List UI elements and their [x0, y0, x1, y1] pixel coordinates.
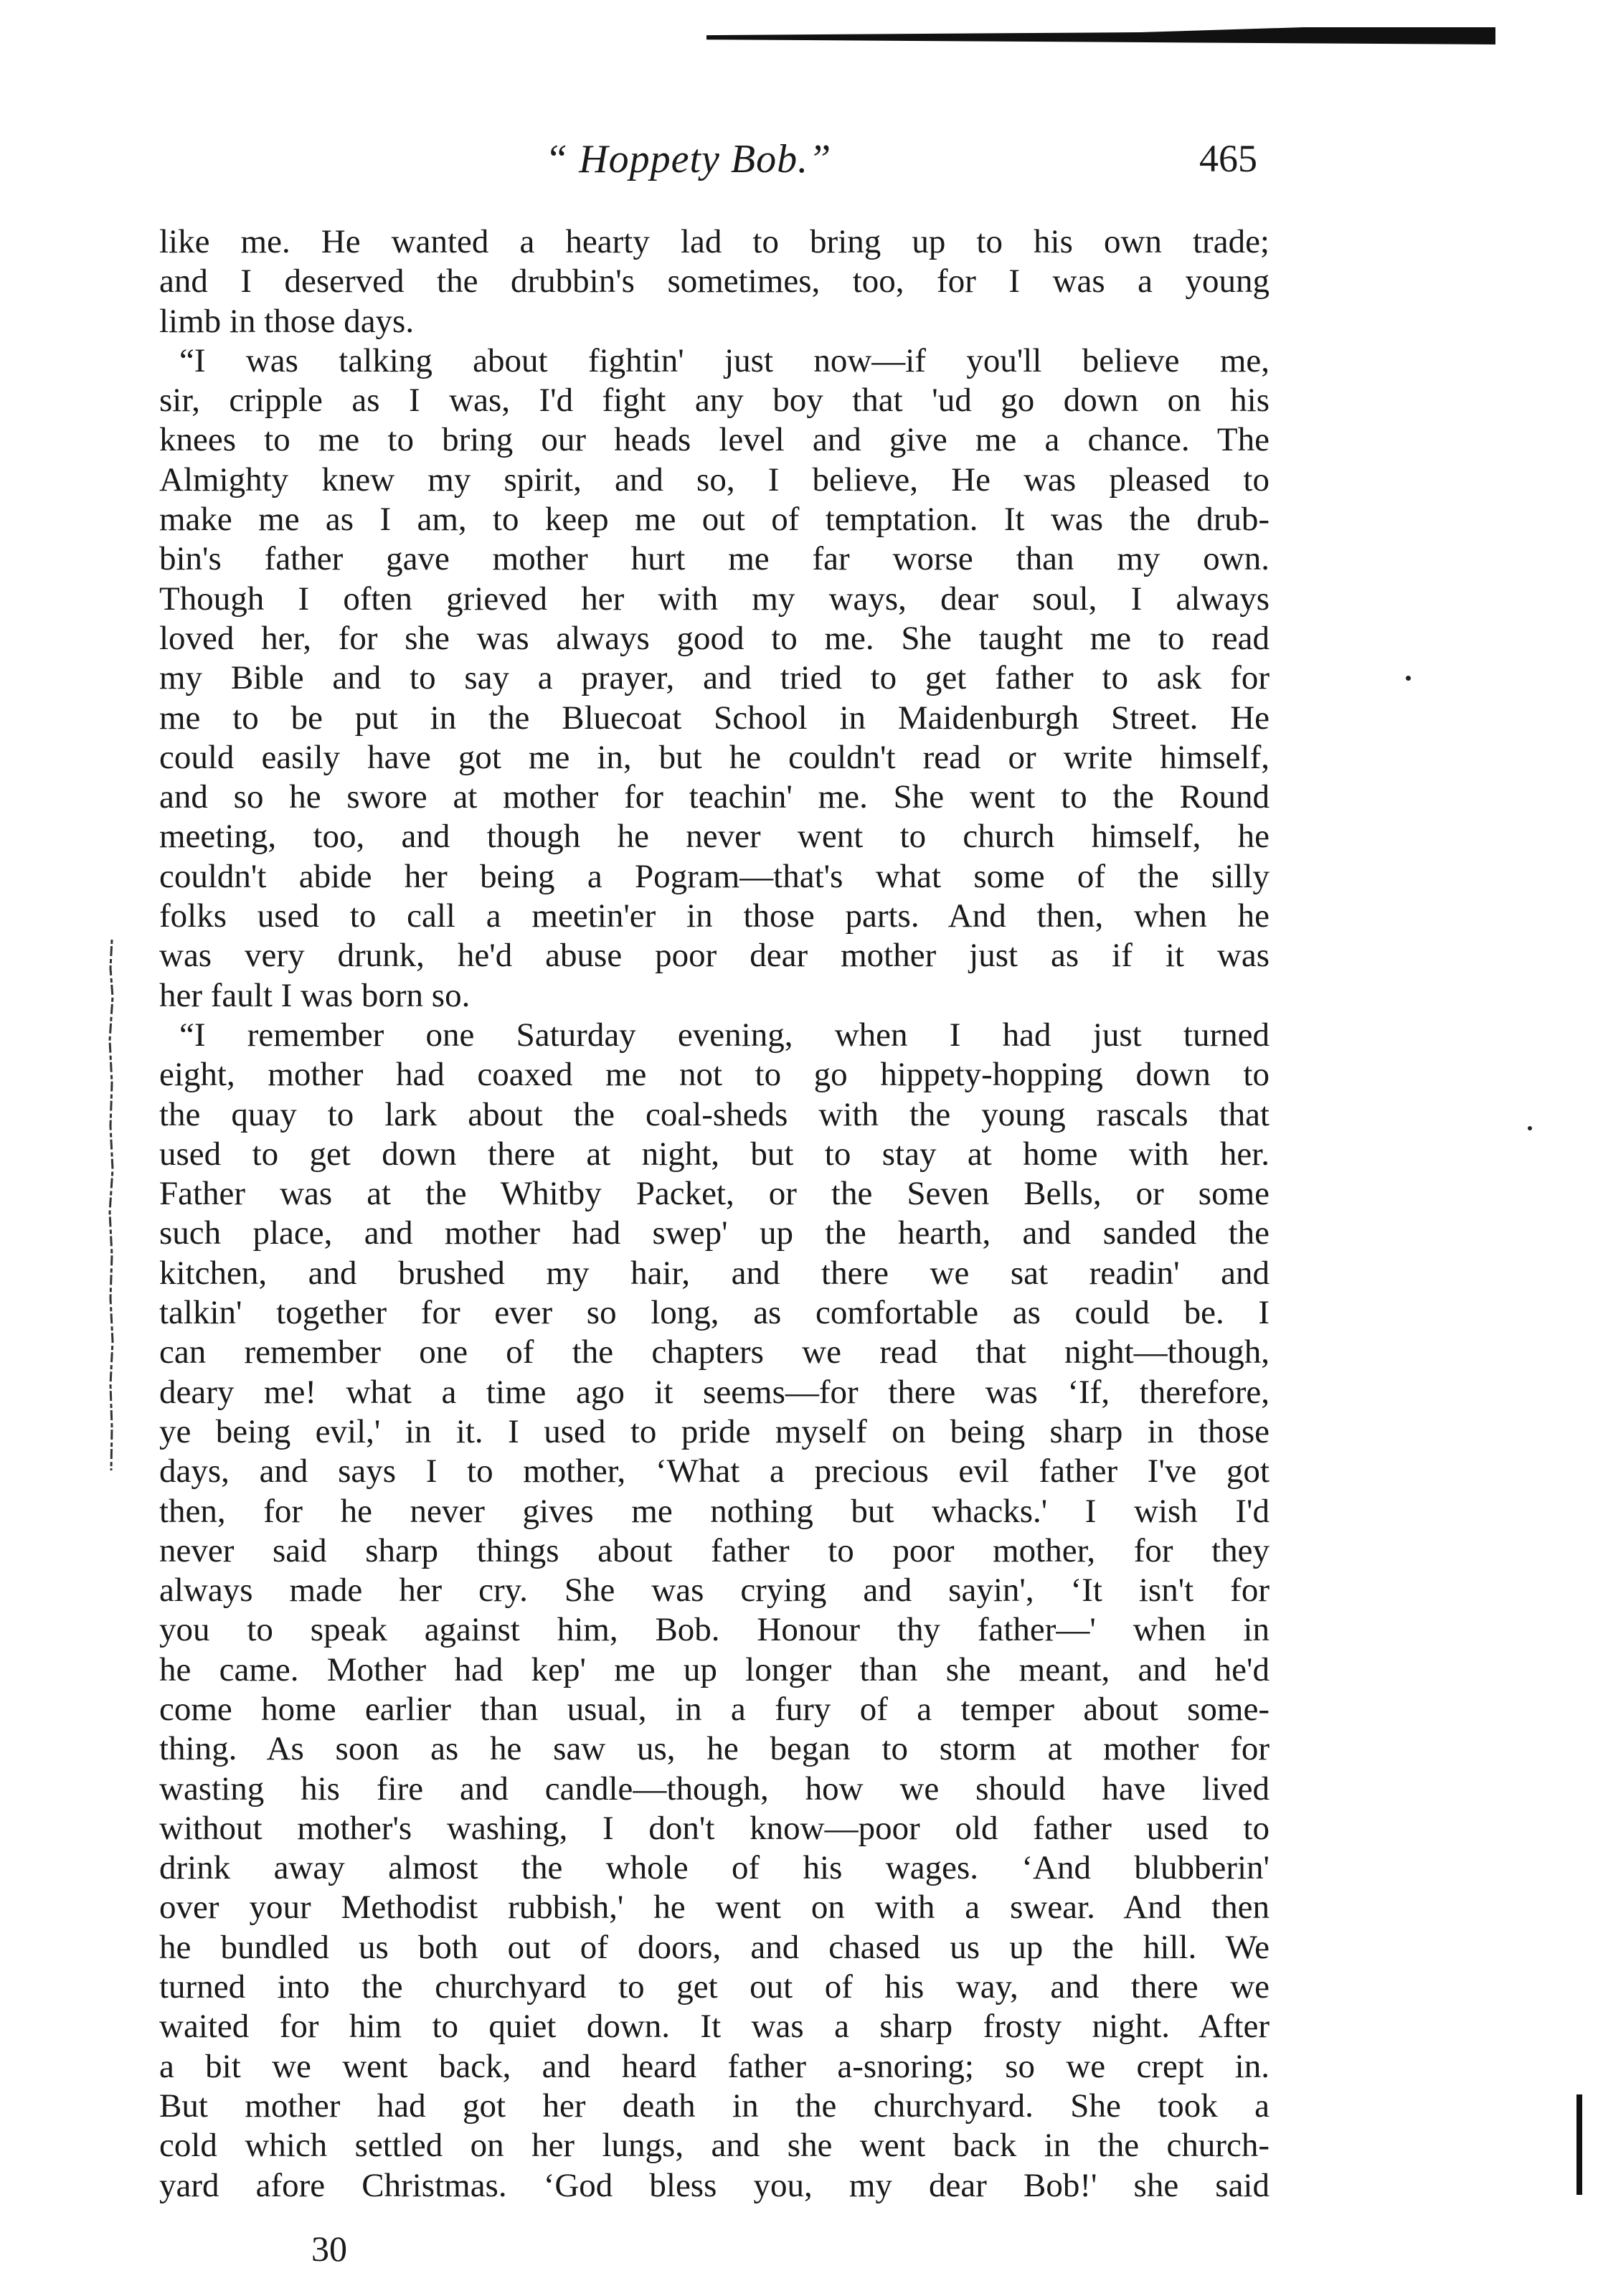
text-line: he bundled us both out of doors, and chased us up the hill. We [159, 1928, 1270, 1966]
text-line: the quay to lark about the coal-sheds with the young rascals that [159, 1095, 1270, 1133]
text-line: never said sharp things about father to poor mother, for they [159, 1531, 1270, 1569]
text-line: without mother's washing, I don't know—poor old father used to [159, 1809, 1270, 1847]
text-line: and so he swore at mother for teachin' me. She went to the Round [159, 778, 1270, 816]
text-line: thing. As soon as he saw us, he began to storm at mother for [159, 1730, 1270, 1768]
text-line: deary me! what a time ago it seems—for there was ‘If, therefore, [159, 1373, 1270, 1411]
text-line: turned into the churchyard to get out of his way, and there we [159, 1968, 1270, 2006]
page-number: 465 [1199, 137, 1257, 180]
body-text [159, 222, 1270, 2206]
text-line: loved her, for she was always good to me. She taught me to read [159, 619, 1270, 657]
ink-speck [1406, 676, 1411, 681]
text-line: could easily have got me in, but he couldn't read or write himself, [159, 738, 1270, 776]
text-line: cold which settled on her lungs, and she went back in the church- [159, 2127, 1270, 2165]
text-line: bin's father gave mother hurt me far worse than my own. [159, 540, 1270, 578]
signature-mark: 30 [311, 2229, 347, 2269]
page-header [0, 136, 1598, 186]
ink-speck [1528, 1126, 1532, 1130]
text-line: Though I often grieved her with my ways, dear soul, I always [159, 580, 1270, 618]
text-line: Father was at the Whitby Packet, or the Seven Bells, or some [159, 1175, 1270, 1213]
text-line: then, for he never gives me nothing but whacks.' I wish I'd [159, 1492, 1270, 1530]
text-line: meeting, too, and though he never went to church himself, he [159, 818, 1270, 856]
text-line: sir, cripple as I was, I'd fight any boy that 'ud go down on his [159, 382, 1270, 420]
text-line: always made her cry. She was crying and sayin', ‘It isn't for [159, 1572, 1270, 1610]
text-line: knees to me to bring our heads level and give me a chance. The [159, 421, 1270, 459]
text-line: me to be put in the Bluecoat School in Maidenburgh Street. He [159, 699, 1270, 737]
text-line: you to speak against him, Bob. Honour thy father—' when in [159, 1611, 1270, 1649]
text-line: make me as I am, to keep me out of temptation. It was the drub- [159, 501, 1270, 539]
text-line: “I remember one Saturday evening, when I had just turned [179, 1016, 1270, 1054]
text-line: folks used to call a meetin'er in those parts. And then, when he [159, 897, 1270, 935]
text-line: such place, and mother had swep' up the hearth, and sanded the [159, 1214, 1270, 1252]
text-line: a bit we went back, and heard father a-snoring; so we crept in. [159, 2047, 1270, 2085]
text-line: “I was talking about fightin' just now—if you'll believe me, [179, 341, 1270, 379]
text-line: over your Methodist rubbish,' he went on with a swear. And then [159, 1889, 1270, 1927]
text-line: limb in those days. [159, 302, 415, 340]
text-line: was very drunk, he'd abuse poor dear mother just as if it was [159, 937, 1270, 975]
margin-edge-mark [1576, 2094, 1582, 2195]
text-line: yard afore Christmas. ‘God bless you, my dear Bob!' she said [159, 2166, 1270, 2204]
text-line: waited for him to quiet down. It was a sharp frosty night. After [159, 2008, 1270, 2046]
header-rule [706, 20, 1495, 44]
text-line: wasting his fire and candle—though, how we should have lived [159, 1770, 1270, 1808]
text-line: come home earlier than usual, in a fury of a temper about some- [159, 1690, 1270, 1728]
text-line: my Bible and to say a prayer, and tried to get father to ask for [159, 659, 1270, 697]
margin-binding-mark [106, 940, 118, 1470]
text-line: days, and says I to mother, ‘What a precious evil father I've got [159, 1452, 1270, 1490]
text-line: like me. He wanted a hearty lad to bring up to his own trade; [159, 223, 1270, 260]
text-line: her fault I was born so. [159, 976, 471, 1014]
text-line: used to get down there at night, but to stay at home with her. [159, 1135, 1270, 1173]
text-line: ye being evil,' in it. I used to pride myself on being sharp in those [159, 1412, 1270, 1450]
text-line: eight, mother had coaxed me not to go hippety-hopping down to [159, 1056, 1270, 1094]
text-line: couldn't abide her being a Pogram—that's what some of the silly [159, 857, 1270, 895]
text-line: and I deserved the drubbin's sometimes, too, for I was a young [159, 263, 1270, 301]
text-line: talkin' together for ever so long, as comfortable as could be. I [159, 1294, 1270, 1332]
text-line: Almighty knew my spirit, and so, I believe, He was pleased to [159, 460, 1270, 499]
running-title: “ Hoppety Bob.” [545, 137, 832, 181]
text-line: he came. Mother had kep' me up longer than she meant, and he'd [159, 1650, 1270, 1688]
text-line: kitchen, and brushed my hair, and there we sat readin' and [159, 1254, 1270, 1292]
text-line: can remember one of the chapters we read that night—though, [159, 1333, 1270, 1371]
text-line: drink away almost the whole of his wages. ‘And blubberin' [159, 1849, 1270, 1887]
text-line: But mother had got her death in the churchyard. She took a [159, 2087, 1270, 2125]
